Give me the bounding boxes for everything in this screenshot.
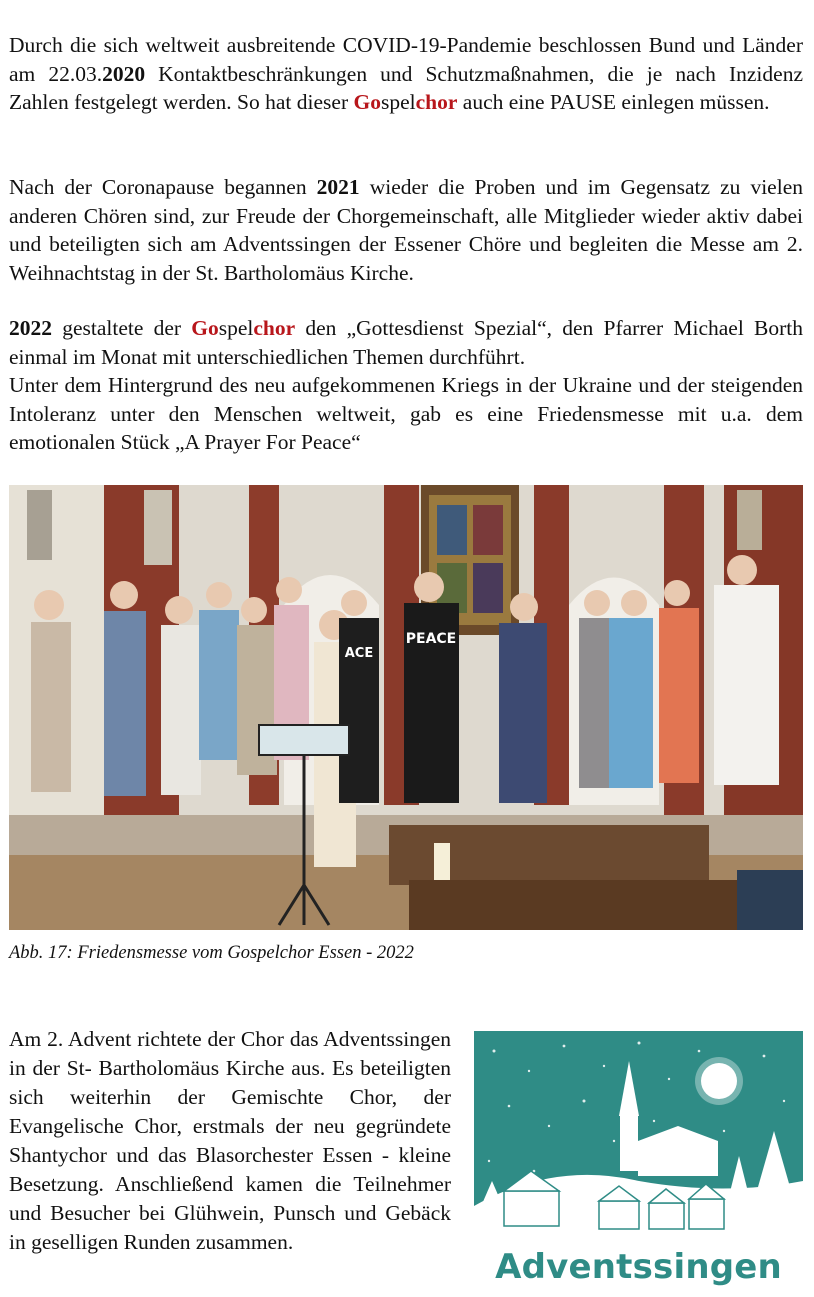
choir-name-go: Go: [353, 90, 381, 115]
advent-title: Adventssingen: [495, 1247, 782, 1287]
choir-photo: [9, 485, 803, 930]
photo-caption: Abb. 17: Friedensmesse vom Gospelchor Essen - 2022: [9, 943, 414, 963]
text: wieder die Proben und im Gegensatz zu vielen anderen Chören sind, zur Freude der Chorgemeinschaft, alle Mitglieder wieder aktiv dabei und beteiligten sich am Adventssingen der Essener Chöre und begleiten die Messe am 2. Weihnachtstag in der St. Bartholomäus Kirche.: [9, 175, 803, 285]
text: auch eine PAUSE einlegen müssen.: [457, 90, 770, 115]
year-2021: 2021: [316, 175, 360, 199]
year-2020: 2020: [102, 61, 146, 86]
choir-name-go: Go: [191, 316, 219, 340]
year-2022: 2022: [9, 316, 52, 340]
text: Durch die sich weltweit ausbreitende COVID-19-Pandemie beschlossen Bund und Länder am 22.03.: [9, 33, 803, 86]
text: Kontaktbeschränkungen und Schutzmaßnahmen, die je nach Inzidenz Zahlen festgelegt werden. So hat dieser: [9, 61, 803, 115]
paragraph-pandemic: [9, 31, 803, 117]
paragraph-2021: [9, 173, 803, 287]
paragraph-peace-mass: Unter dem Hintergrund des neu aufgekommenen Kriegs in der Ukraine und der steigenden Intoleranz unter den Menschen weltweit, gab es eine Friedensmesse mit u.a. dem emotionalen Stück „A Prayer For Peace“: [9, 373, 803, 455]
shirt-text: ACE: [344, 646, 374, 661]
choir-name-chor: chor: [415, 90, 458, 115]
advent-graphic: [474, 1031, 803, 1293]
text: den „Gottesdienst Spezial“, den Pfarrer Michael Borth einmal im Monat mit unterschiedlichen Themen durchführt.: [9, 316, 803, 369]
shirt-peace-text: PEACE: [405, 631, 457, 647]
choir-name-spel: spel: [380, 90, 416, 115]
paragraph-2022: [9, 314, 803, 371]
choir-name-chor: chor: [253, 316, 296, 340]
text: Nach der Coronapause begannen: [9, 175, 317, 199]
paragraph-advent: Am 2. Advent richtete der Chor das Adventssingen in der St- Bartholomäus Kirche aus. Es beteiligten sich weiterhin der Gemischte Chor, der Evangelische Chor, erstmals der neu gegründete Shantychor und das Blasorchester Essen - kleine Besetzung. Anschließend kamen die Teilnehmer und Besucher bei Glühwein, Punsch und Gebäck in geselligen Runden zusammen.: [9, 1027, 451, 1254]
text: gestaltete der: [52, 316, 192, 340]
choir-name-spel: spel: [218, 316, 254, 340]
